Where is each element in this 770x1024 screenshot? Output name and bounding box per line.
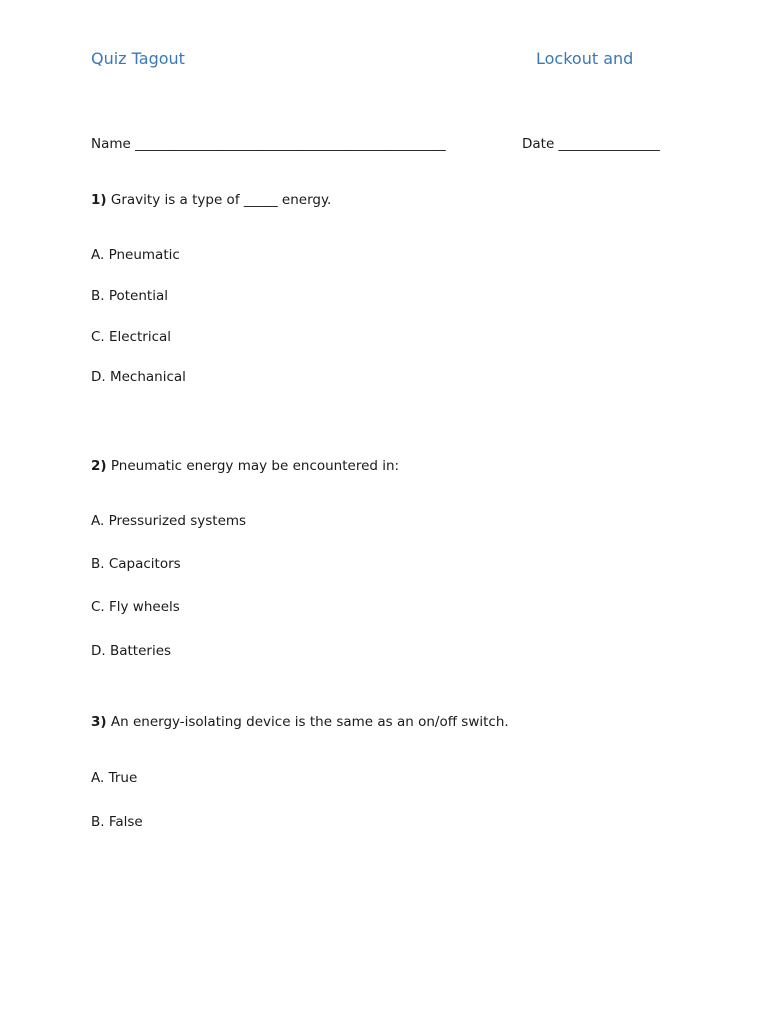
name-field[interactable]: Name ______________________________________________ <box>91 136 446 152</box>
question-number: 1) <box>91 192 107 208</box>
date-field[interactable]: Date _______________ <box>522 136 660 152</box>
option-1d[interactable]: D. Mechanical <box>91 369 186 385</box>
question-text: Gravity is a type of _____ energy. <box>110 192 332 208</box>
option-2d[interactable]: D. Batteries <box>91 643 172 659</box>
option-2b[interactable]: B. Capacitors <box>91 556 181 572</box>
option-2a[interactable]: A. Pressurized systems <box>91 513 247 529</box>
question-text: Pneumatic energy may be encountered in: <box>110 458 400 474</box>
option-3b[interactable]: B. False <box>91 814 143 830</box>
question-number: 2) <box>91 458 107 474</box>
option-1b[interactable]: B. Potential <box>91 288 168 304</box>
option-2c[interactable]: C. Fly wheels <box>91 599 180 615</box>
option-1a[interactable]: A. Pneumatic <box>91 247 180 263</box>
title-lockout-and: Lockout and <box>536 49 634 68</box>
question-2 <box>91 457 399 475</box>
option-3a[interactable]: A. True <box>91 770 138 786</box>
title-quiz-tagout: Quiz Tagout <box>91 49 185 68</box>
question-number: 3) <box>91 714 107 730</box>
question-text: An energy-isolating device is the same as an on/off switch. <box>110 714 509 730</box>
question-1 <box>91 191 331 209</box>
option-1c[interactable]: C. Electrical <box>91 329 172 345</box>
question-3 <box>91 713 509 731</box>
